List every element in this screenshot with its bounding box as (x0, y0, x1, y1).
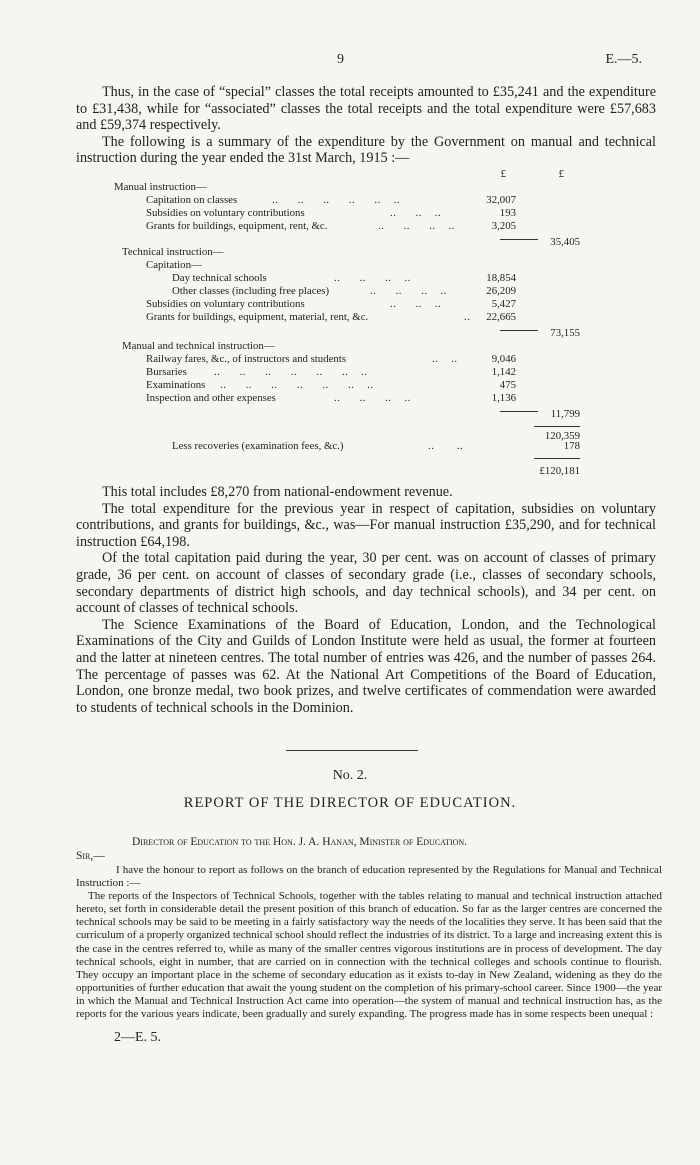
item-value: 32,007 (486, 194, 516, 206)
item-label: Grants for buildings, equipment, rent, &c. (146, 220, 328, 232)
salutation: Sir,— (76, 850, 105, 862)
gross-total-row (122, 424, 682, 442)
item-value: 22,665 (486, 311, 516, 323)
table-row: Grants for buildings, equipment, material, rent, &c. .. 22,665 (146, 311, 516, 323)
section-number: No. 2. (332, 768, 368, 783)
section-title: Manual instruction— (114, 181, 207, 193)
page-number: 9 (337, 52, 344, 67)
subtotal-row (122, 233, 682, 246)
net-total-row (122, 461, 682, 477)
currency-header-items: £ (500, 168, 506, 180)
item-label: Other classes (including free places) (172, 285, 330, 297)
report-body (76, 864, 662, 1021)
report-paragraph-intro: I have the honour to report as follows on the branch of education represented by the Regulations for Manual and Technical Instruction :— (76, 864, 662, 890)
net-total-value: £120,181 (539, 465, 580, 477)
paragraph-capitation-share: Of the total capitation paid during the year, 30 per cent. was on account of classes of primary grade, 36 per cent. on account of classes of secondary grade (i.e., classes of secondary schools, secondary departments of district high schools, and day technical schools), and 34 per cent. on account of classes of technical schools. (76, 550, 656, 617)
table-row: Day technical schools .. .. .. .. 18,854 (172, 272, 516, 284)
page-header (0, 52, 700, 72)
signature-reference: 2—E. 5. (114, 1030, 162, 1045)
item-value: 1,142 (491, 366, 516, 378)
item-label: Inspection and other expenses (146, 392, 276, 404)
section-divider (286, 750, 418, 751)
item-label: Subsidies on voluntary contributions (146, 298, 305, 310)
item-label: Examinations (146, 379, 206, 391)
item-label: Day technical schools (172, 272, 267, 284)
section-title: Manual and technical instruction— (122, 340, 275, 352)
document-reference: E.—5. (605, 52, 642, 67)
currency-header-totals: £ (558, 168, 564, 180)
table-row: Subsidies on voluntary contributions .. .. .. 5,427 (146, 298, 516, 310)
table-row: Grants for buildings, equipment, rent, &c. .. .. .. .. 3,205 (146, 220, 516, 232)
section-subtitle-row (122, 259, 682, 272)
section-title-row (114, 181, 682, 194)
table-row: Bursaries .. .. .. .. .. .. .. 1,142 (146, 366, 516, 378)
table-header-row (122, 168, 682, 181)
table-row: Inspection and other expenses .. .. .. .. 1,136 (146, 392, 516, 404)
item-value: 26,209 (486, 285, 516, 297)
report-title: REPORT OF THE DIRECTOR OF EDUCATION. (183, 795, 517, 811)
item-value: 1,136 (491, 392, 516, 404)
section-title-row (122, 340, 682, 353)
intro-text (76, 84, 656, 167)
paragraph-receipts: Thus, in the case of “special” classes the total receipts amounted to £35,241 and the expenditure to £31,438, while for “associated” classes the total receipts and the total expenditure were £57,683 and £59,374 respectively. (76, 84, 656, 134)
section-subtitle: Capitation— (146, 259, 202, 271)
report-paragraph-main: The reports of the Inspectors of Technical Schools, together with the tables relating to manual and technical instruction attached hereto, set forth in considerable detail the present position of this branch of education. So far as the larger centres are concerned the technical schools may be said to be meeting in a fairly satisfactory way the needs of the localities they serve. It has been said that the curriculum of a properly organized technical school should reflect the industries of its district. To a large and increasing extent this is the case in the centres referred to, while as many of the smaller centres vigorous institutions are in process of development. The day technical schools, eight in number, that are carried on in connection with the technical colleges and schools continue to flourish. They occupy an important place in the scheme of secondary education as it exists to-day in New Zealand, widening as they do the opportunities of further education that await the young student on the completion of his primary-school career. Since 1900—the year in which the Manual and Technical Instruction Act came into operation—the system of manual and technical instruction has, as the reports for the various years indicate, been gradually and surely expanding. The progress made has in some respects been unequal : (76, 890, 662, 1021)
item-label: Grants for buildings, equipment, material, rent, &c. (146, 311, 369, 323)
table-row: Examinations .. .. .. .. .. .. .. 475 (146, 379, 516, 391)
subtotal-row (122, 324, 682, 337)
paragraph-examinations: The Science Examinations of the Board of Education, London, and the Technological Examinations of the City and Guilds of London Institute were held as usual, the former at fourteen and the latter at nineteen centres. The total number of entries was 426, and the number of passes 264. The percentage of passes was 62. At the National Art Competitions of the Board of Education, London, one bronze medal, two book prizes, and twelve certificates of commendation were awarded to students of technical schools in the Dominion. (76, 616, 656, 716)
item-label: Railway fares, &c., of instructors and students (146, 353, 346, 365)
section-title-row (122, 246, 682, 259)
after-summary-text (76, 484, 656, 716)
gross-total-value: 120,359 (544, 430, 580, 442)
item-value: 5,427 (491, 298, 516, 310)
expenditure-summary-table (114, 168, 682, 477)
recoveries-label: Less recoveries (examination fees, &c.) (172, 440, 344, 452)
subtotal-value: 11,799 (550, 408, 580, 420)
item-value: 9,046 (491, 353, 516, 365)
item-label: Capitation on classes (146, 194, 238, 206)
paragraph-summary-intro: The following is a summary of the expenditure by the Government on manual and technical instruction during the year ended the 31st March, 1915 :— (76, 133, 656, 167)
table-row: Other classes (including free places) .. .. .. .. 26,209 (172, 285, 516, 297)
item-label: Subsidies on voluntary contributions (146, 207, 305, 219)
item-value: 3,205 (491, 220, 516, 232)
item-label: Bursaries (146, 366, 187, 378)
recoveries-row: Less recoveries (examination fees, &c.) .. .. 178 (172, 440, 580, 452)
section-title: Technical instruction— (122, 246, 224, 258)
recoveries-value: 178 (563, 440, 580, 452)
paragraph-endowment: This total includes £8,270 from national-endowment revenue. (102, 484, 453, 500)
subtotal-value: 35,405 (550, 236, 580, 248)
address-line: Director of Education to the Hon. J. A. Hanan, Minister of Education. (132, 836, 468, 848)
table-row: Subsidies on voluntary contributions .. .. .. 193 (146, 207, 516, 219)
item-value: 475 (499, 379, 516, 391)
paragraph-previous-year: The total expenditure for the previous year in respect of capitation, subsidies on voluntary contributions, and grants for buildings, &c., was—For manual instruction £35,290, and for technical instruction £64,198. (76, 500, 656, 550)
table-row: Railway fares, &c., of instructors and students .. .. 9,046 (146, 353, 516, 365)
subtotal-value: 73,155 (550, 327, 580, 339)
item-value: 18,854 (486, 272, 516, 284)
table-row: Capitation on classes .. .. .. .. .. .. 32,007 (146, 194, 516, 206)
subtotal-row (122, 405, 682, 418)
item-value: 193 (499, 207, 516, 219)
